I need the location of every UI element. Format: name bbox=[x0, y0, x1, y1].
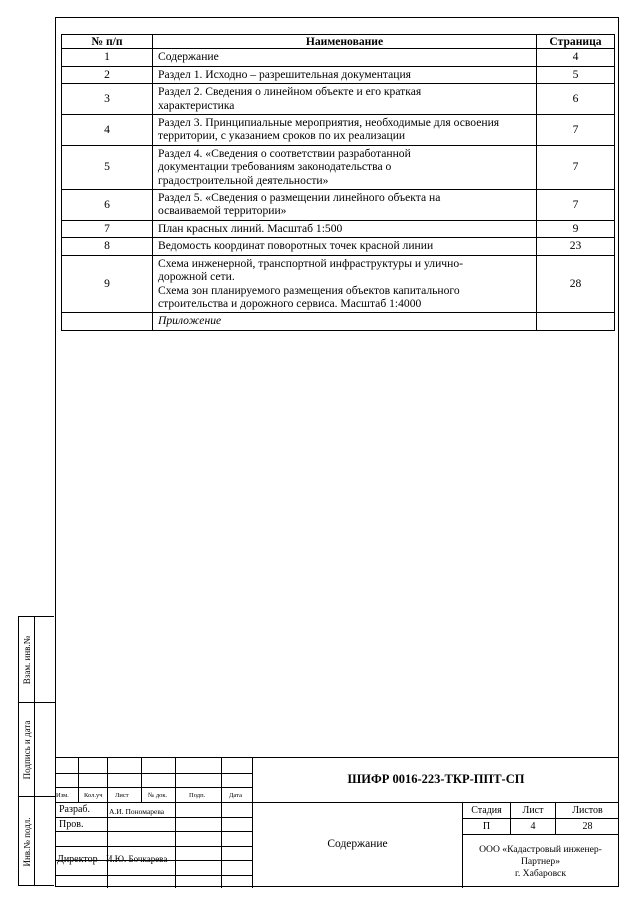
row-name-line: Раздел 3. Принципиальные мероприятия, необходимые для освоения bbox=[158, 116, 500, 130]
row-name-line: План красных линий. Масштаб 1:500 bbox=[158, 221, 343, 235]
row-name-line: Раздел 2. Сведения о линейном объекте и его краткая bbox=[158, 85, 422, 99]
vzam-cell bbox=[19, 617, 34, 703]
col-ndoc: № док. bbox=[148, 792, 168, 799]
row-page: 5 bbox=[537, 66, 615, 83]
vzam-label: Взам. инв.№ bbox=[21, 635, 32, 684]
row-name bbox=[153, 49, 537, 66]
inv-cell bbox=[19, 797, 34, 887]
list-label: Лист bbox=[522, 805, 544, 816]
side-strip bbox=[18, 616, 54, 886]
contents-body bbox=[62, 49, 615, 330]
org-line: ООО «Кадастровый инженер- bbox=[479, 844, 602, 855]
row-name-line: строительства и дорожного сервиса. Масштаб 1:4000 bbox=[158, 296, 422, 310]
row-name bbox=[153, 145, 537, 189]
row-name-line: Раздел 4. «Сведения о соответствии разработанной bbox=[158, 146, 411, 160]
row-name-line: дорожной сети. bbox=[158, 270, 235, 284]
row-name-line: градостроительной деятельности» bbox=[158, 173, 329, 187]
appendix-num bbox=[62, 313, 153, 330]
razrab-label: Разраб. bbox=[59, 804, 90, 815]
row-name-line: Раздел 1. Исходно – разрешительная документация bbox=[158, 67, 412, 81]
director-label: Директор bbox=[57, 854, 98, 865]
podpis-value-cell bbox=[35, 703, 55, 797]
col-data: Дата bbox=[229, 792, 242, 799]
col-list: Лист bbox=[115, 792, 129, 799]
document-title: Содержание bbox=[327, 838, 388, 850]
row-num: 9 bbox=[62, 255, 153, 313]
table-row bbox=[62, 255, 615, 313]
row-page: 6 bbox=[537, 84, 615, 115]
row-name bbox=[153, 238, 537, 255]
side-strip-labels bbox=[19, 617, 35, 885]
podpis-label: Подпись и дата bbox=[21, 720, 32, 779]
listov-value: 28 bbox=[582, 821, 593, 832]
table-row bbox=[62, 49, 615, 66]
col-podp: Подп. bbox=[189, 792, 206, 799]
row-num: 7 bbox=[62, 220, 153, 237]
row-page: 7 bbox=[537, 190, 615, 221]
row-num: 4 bbox=[62, 115, 153, 146]
table-row bbox=[62, 84, 615, 115]
table-row bbox=[62, 220, 615, 237]
table-row bbox=[62, 238, 615, 255]
row-name-line: территории, с указанием сроков по их реализации bbox=[158, 129, 406, 143]
vzam-value-cell bbox=[35, 617, 55, 703]
row-num: 8 bbox=[62, 238, 153, 255]
row-num: 1 bbox=[62, 49, 153, 66]
table-row bbox=[62, 66, 615, 83]
director-name: И.Ю. Бочкарева bbox=[106, 854, 168, 864]
row-page: 23 bbox=[537, 238, 615, 255]
row-name-line: Схема зон планируемого размещения объектов капитального bbox=[158, 283, 460, 297]
contents-table bbox=[61, 34, 615, 331]
row-num: 3 bbox=[62, 84, 153, 115]
row-name-line: Содержание bbox=[158, 50, 219, 64]
title-block bbox=[55, 757, 619, 887]
list-value: 4 bbox=[530, 821, 536, 832]
row-page: 7 bbox=[537, 115, 615, 146]
row-name-line: Ведомость координат поворотных точек красной линии bbox=[158, 239, 434, 253]
row-page: 9 bbox=[537, 220, 615, 237]
row-num: 6 bbox=[62, 190, 153, 221]
row-name bbox=[153, 115, 537, 146]
table-row bbox=[62, 145, 615, 189]
table-row bbox=[62, 115, 615, 146]
appendix-label: Приложение bbox=[153, 313, 537, 330]
row-name bbox=[153, 84, 537, 115]
contents-header-row bbox=[62, 35, 615, 49]
row-name-line: документации требованиям законодательства о bbox=[158, 160, 392, 174]
row-page: 28 bbox=[537, 255, 615, 313]
row-num: 2 bbox=[62, 66, 153, 83]
row-name-line: характеристика bbox=[158, 98, 235, 112]
row-name-line: Схема инженерной, транспортной инфраструктуры и улично- bbox=[158, 256, 463, 270]
row-name bbox=[153, 255, 537, 313]
row-name bbox=[153, 66, 537, 83]
col-kol: Кол.уч bbox=[84, 792, 103, 799]
listov-label: Листов bbox=[572, 805, 603, 816]
header-name: Наименование bbox=[153, 35, 537, 49]
row-num: 5 bbox=[62, 145, 153, 189]
document-cipher: ШИФР 0016-223-ТКР-ППТ-СП bbox=[347, 772, 525, 786]
row-name bbox=[153, 220, 537, 237]
stadia-label: Стадия bbox=[471, 805, 502, 816]
header-page: Страница bbox=[537, 35, 615, 49]
org-line: г. Хабаровск bbox=[515, 868, 566, 879]
organization bbox=[462, 844, 619, 880]
stadia-value: П bbox=[482, 821, 491, 832]
appendix-page bbox=[537, 313, 615, 330]
podpis-cell bbox=[19, 703, 34, 797]
row-page: 4 bbox=[537, 49, 615, 66]
row-name-line: осваиваемой территории» bbox=[158, 204, 287, 218]
table-row bbox=[62, 190, 615, 221]
appendix-row bbox=[62, 313, 615, 330]
inv-label: Инв.№ подл. bbox=[21, 817, 32, 867]
row-name-line: Раздел 5. «Сведения о размещении линейного объекта на bbox=[158, 191, 441, 205]
inv-value-cell bbox=[35, 797, 55, 887]
prov-label: Пров. bbox=[59, 819, 84, 830]
razrab-name: А.И. Пономарева bbox=[109, 807, 165, 816]
row-name bbox=[153, 190, 537, 221]
row-page: 7 bbox=[537, 145, 615, 189]
header-num: № п/п bbox=[62, 35, 153, 49]
col-izm: Изм. bbox=[56, 792, 69, 799]
org-line: Партнер» bbox=[520, 856, 561, 867]
side-strip-values bbox=[35, 617, 55, 885]
